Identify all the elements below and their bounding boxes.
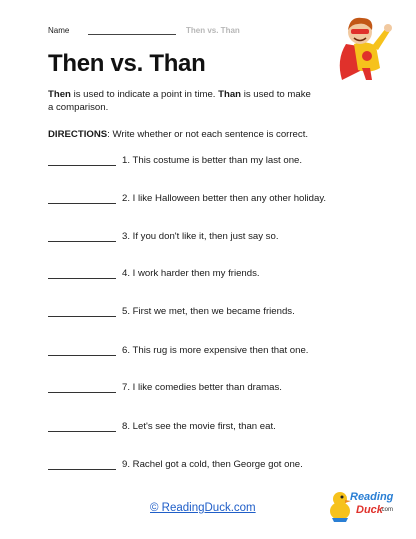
intro-text-2: is used to make a comparison. [48,89,311,113]
answer-blank[interactable] [48,232,116,242]
question-text: 2. I like Halloween better then any other holiday. [122,193,327,204]
logo-suffix: .com [380,507,394,513]
answer-blank[interactable] [48,460,116,470]
directions [48,129,368,140]
logo-word-duck: Duck [356,504,383,516]
header-topic: Then vs. Than [186,26,240,35]
page-title: Then vs. Than [48,50,206,77]
answer-blank[interactable] [48,307,116,317]
question-text: 5. First we met, then we became friends. [122,306,295,317]
intro-paragraph [48,88,318,114]
intro-word-then: Then [48,89,71,100]
logo-word-reading: Reading [350,491,394,503]
intro-word-than: Than [218,89,242,100]
answer-blank[interactable] [48,156,116,166]
question-text: 1. This costume is better than my last one. [122,155,303,166]
answer-blank[interactable] [48,346,116,356]
question-text: 7. I like comedies better than dramas. [122,382,282,393]
question-text: 4. I work harder then my friends. [122,268,260,279]
question-row [48,459,303,470]
question-text: 6. This rug is more expensive then that one. [122,345,309,356]
directions-label: DIRECTIONS [48,129,108,140]
answer-blank[interactable] [48,269,116,279]
name-blank-line[interactable] [88,34,176,35]
question-row [48,155,302,166]
reading-duck-logo [326,485,398,525]
question-text: 9. Rachel got a cold, then George got one. [122,459,303,470]
answer-blank[interactable] [48,194,116,204]
superhero-icon [332,10,396,82]
question-row [48,268,260,279]
question-row [48,231,278,242]
question-row [48,421,276,432]
question-row [48,382,282,393]
question-row [48,306,295,317]
question-row [48,193,326,204]
question-row [48,345,308,356]
answer-blank[interactable] [48,422,116,432]
directions-text: : Write whether or not each sentence is correct. [107,129,309,140]
footer-link[interactable]: © ReadingDuck.com [150,502,256,514]
intro-text-1: is used to indicate a point in time. [70,89,219,100]
question-text: 3. If you don't like it, then just say so. [122,231,279,242]
name-label: Name [48,26,70,35]
answer-blank[interactable] [48,383,116,393]
question-text: 8. Let's see the movie first, than eat. [122,421,276,432]
